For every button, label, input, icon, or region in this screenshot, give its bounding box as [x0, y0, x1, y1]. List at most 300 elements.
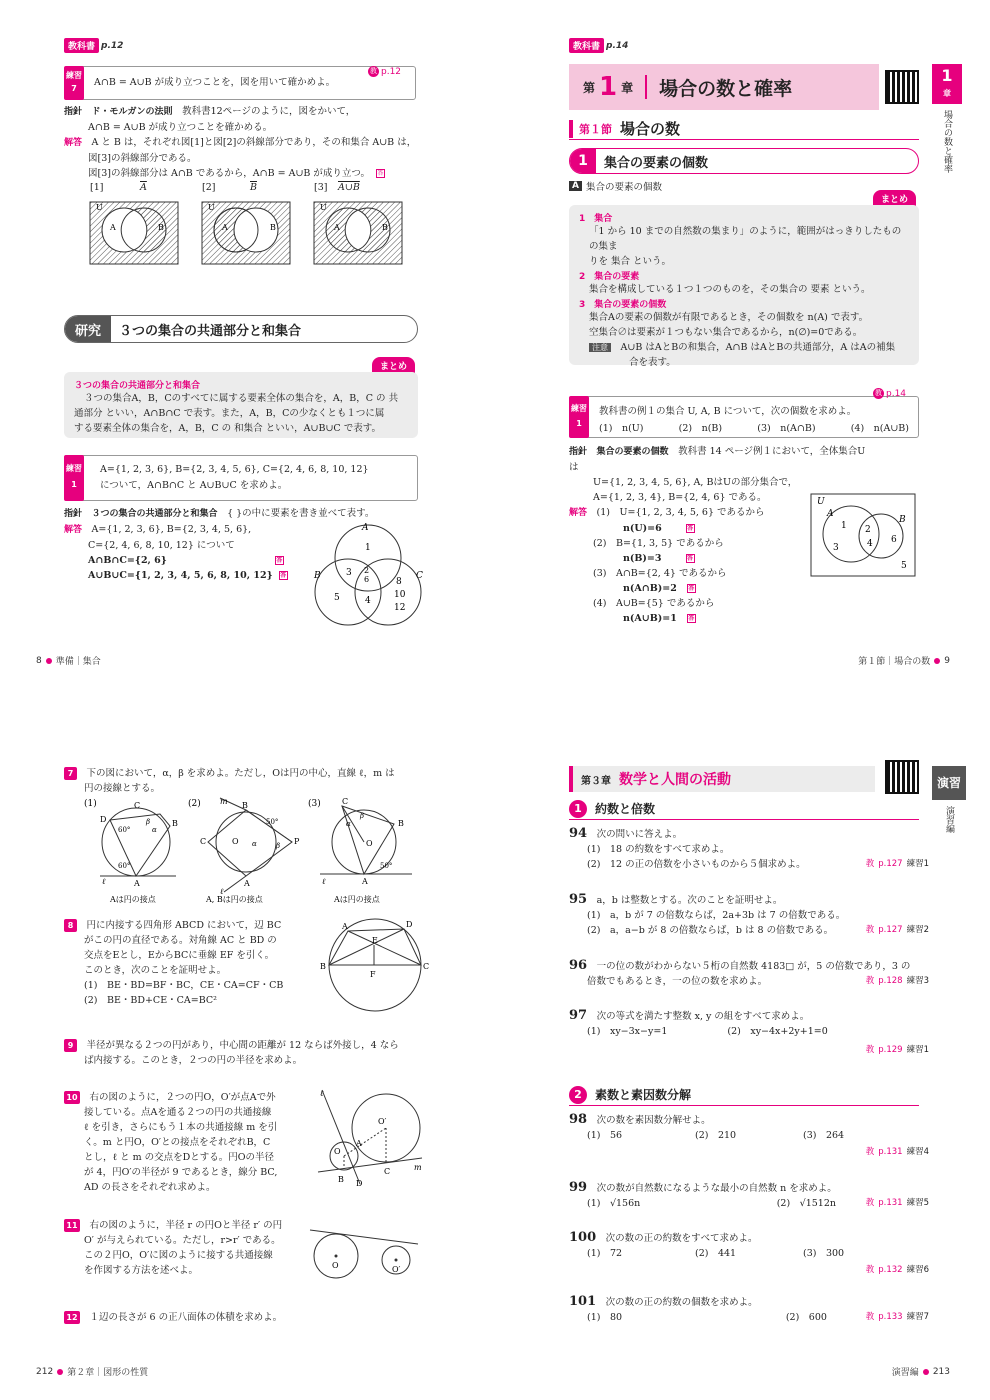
research-title: ３つの集合の共通部分と和集合: [119, 323, 302, 339]
venn-A: A: [827, 509, 834, 519]
ref-page: p.12: [381, 66, 402, 77]
problem-101: [569, 1294, 929, 1325]
ref-line: [866, 974, 929, 989]
m1-text-1: 「1 から 10 までの自然数の集まり」のように，範囲がはっきりしたものの集ま: [589, 226, 902, 252]
venn3-B: B: [382, 223, 388, 232]
sub-3: (3) 264: [803, 1130, 845, 1141]
f3-A: A: [362, 877, 368, 886]
chapter-bar: [569, 766, 573, 792]
f2-C: C: [200, 837, 207, 846]
answer-label: 解答: [64, 525, 83, 535]
chapter-label: 第３章: [581, 775, 611, 787]
textbook-icon: 教: [875, 389, 882, 397]
f1-D: D: [100, 815, 107, 824]
problem-number: 7: [64, 767, 77, 780]
header-tab: 教科書: [64, 38, 99, 53]
venn-n6: 6: [891, 535, 897, 545]
side-chapter-number: 1: [941, 66, 953, 85]
problem-number: 95: [569, 892, 588, 907]
research-section-header: [64, 315, 418, 343]
q10-line-4: とし，ℓ と m の交点をDとする。円Oの半径: [84, 1152, 275, 1163]
guide-label: 指針: [64, 509, 83, 519]
problem-text: 次の数を素因数分解せよ。: [596, 1115, 711, 1126]
section-1-title: 約数と倍数: [595, 802, 656, 816]
venn-n12: 12: [394, 603, 406, 613]
section-1-header: [569, 798, 919, 820]
footer-dot-icon: [923, 1369, 929, 1375]
textbook-ref-icon: 教: [865, 1147, 875, 1157]
f10-O2: O′: [378, 1117, 387, 1126]
problem-number: 12: [64, 1311, 80, 1324]
f1-alpha: α: [152, 826, 157, 834]
chapter-banner: [569, 766, 875, 792]
ref-line: [866, 857, 929, 872]
answer-k4b: n(A∪B)=1: [623, 613, 677, 624]
venn-n6: 6: [364, 575, 370, 584]
f10-B: B: [338, 1175, 344, 1184]
page-number: 213: [932, 1366, 950, 1377]
chapter-banner: [569, 64, 879, 110]
subsection-title: 集合の要素の個数: [604, 155, 709, 171]
summary-tab: まとめ: [873, 190, 916, 207]
problem-9: [64, 1038, 424, 1068]
f2-50: 50°: [266, 818, 279, 826]
venn3-A: A: [334, 223, 340, 232]
sub-1: (1) √156n: [587, 1198, 641, 1209]
f8-B: B: [320, 962, 326, 971]
f2-alpha: α: [252, 840, 257, 848]
ref-ex: 練習1: [906, 859, 929, 869]
section-label: 第１節: [579, 122, 612, 136]
sub-2: (2) 600: [785, 1312, 827, 1323]
venn-n1: 1: [365, 543, 371, 553]
guide-title: ３つの集合の共通部分と和集合: [91, 509, 218, 519]
problem-7-figures: [80, 796, 420, 910]
f2-l: ℓ: [220, 887, 224, 896]
answer-mark-icon: 答: [686, 555, 693, 562]
sub-1: (1) 18 の約数をすべて求めよ。: [587, 844, 730, 855]
guide-label: 指針: [64, 107, 83, 117]
footer-dot-icon: [57, 1369, 63, 1375]
textbook-ref-icon: 教: [865, 976, 875, 986]
f10-D: D: [356, 1179, 363, 1188]
sub-1: (1) a，b が 7 の倍数ならば，2a+3b は 7 の倍数である。: [587, 910, 846, 921]
opt-3: (3) n(A∩B): [757, 423, 816, 434]
side-chapter-title: 場合の数と確率: [942, 110, 952, 173]
f3-C: C: [342, 797, 349, 806]
exercise-1-badge: 練習 1: [64, 455, 84, 501]
m2-title: 2 集合の要素: [579, 272, 640, 282]
f8-E: E: [372, 936, 378, 945]
f3-50: 50°: [380, 862, 393, 870]
footer-text: 準備｜集合: [55, 657, 101, 667]
q10-line-6: AD の長さをそれぞれ求めよ。: [84, 1182, 216, 1193]
f2-A: A: [244, 879, 250, 888]
section-title: 場合の数: [620, 120, 681, 138]
ref-line: [866, 1196, 929, 1211]
fig-label-1: [1]: [90, 182, 104, 193]
ref-ex: 練習1: [906, 1045, 929, 1055]
footer-text: 演習編: [891, 1368, 919, 1378]
qr-code-icon[interactable]: [885, 70, 919, 104]
problem-95: [569, 892, 929, 938]
venn-n4: 4: [867, 539, 873, 549]
summary-title: ３つの集合の共通部分と和集合: [74, 381, 201, 391]
problem-99: [569, 1180, 929, 1211]
problem-10-figure: [316, 1086, 426, 1192]
f3-beta: β: [360, 812, 365, 820]
ref-page: p.14: [886, 388, 907, 399]
three-set-venn: [310, 520, 430, 632]
problem-text: 次の数の正の約数の個数を求めよ。: [605, 1297, 758, 1308]
ref-ex: 練習2: [906, 925, 929, 935]
figure-1: [100, 801, 178, 904]
problem-number: 94: [569, 826, 588, 841]
guide-title: 集合の要素の個数: [596, 447, 669, 457]
figure-3: [320, 797, 412, 904]
chapter-title: 場合の数と確率: [659, 77, 793, 100]
guide-text: { }の中に要素を書き並べて表す。: [227, 508, 375, 519]
page-9: [495, 0, 990, 690]
problem-number: 96: [569, 958, 588, 973]
answer-k2b: n(B)=3: [623, 553, 662, 564]
ref-line: [866, 1310, 929, 1325]
venn-n4: 4: [365, 596, 371, 606]
guide-text: 教科書 14 ページ例１において，全体集合Uは: [569, 446, 866, 473]
answer-mark-icon: 答: [687, 525, 694, 532]
f10-l: ℓ: [320, 1089, 324, 1098]
f8-D: D: [406, 920, 413, 929]
exercise-7-ref: [368, 66, 401, 77]
guide-title: ド・モルガンの法則: [91, 107, 173, 117]
figure-2: [200, 797, 300, 904]
q9-line-1: 半径が異なる２つの円があり，中心間の距離が 12 ならば外接し，4 なら: [86, 1040, 399, 1051]
textbook-ref-icon: 教: [865, 1045, 875, 1055]
page-footer: [36, 654, 101, 667]
page-footer: [36, 1365, 148, 1378]
f8-A: A: [342, 922, 348, 931]
ref-line: [866, 923, 929, 938]
q11-line-1: O′ が与えられている。ただし，r>r′ である。: [84, 1235, 281, 1246]
problem-96: [569, 958, 929, 989]
fig3-caption: Aは円の接点: [334, 895, 380, 904]
venn-U: U: [817, 497, 825, 507]
qr-code-icon[interactable]: [885, 760, 919, 794]
problem-number: 10: [64, 1091, 80, 1104]
answer-label: 解答: [569, 508, 588, 518]
sub-2: (2) 441: [695, 1248, 737, 1259]
ref-page: p.129: [878, 1045, 903, 1055]
problem-text-2: 倍数でもあるとき，一の位の数を求めよ。: [587, 976, 768, 987]
venn-n8: 8: [396, 577, 402, 587]
q10-line-0: 右の図のように，２つの円O，O′が点Aで外: [89, 1092, 276, 1103]
exercise-side-tab: 演習: [932, 766, 966, 800]
ref-ex: 練習6: [906, 1265, 929, 1275]
opt-4: (4) n(A∪B): [850, 423, 909, 434]
ref-page: p.131: [878, 1147, 903, 1157]
sub-2: (2) 210: [695, 1130, 737, 1141]
page-number: 212: [36, 1366, 54, 1377]
sub-2: (2) √1512n: [776, 1198, 837, 1209]
header-page: p.12: [101, 40, 124, 51]
problem-8-figure: [320, 915, 430, 1015]
fig-label-3: (3): [308, 799, 321, 809]
f1-60b: 60°: [118, 862, 131, 870]
page-number: 8: [36, 655, 42, 666]
venn-C: C: [416, 571, 423, 581]
answer-mark-icon: 答: [280, 572, 287, 579]
textbook-ref-icon: 教: [865, 859, 875, 869]
q11-line-0: 右の図のように，半径 r の円Oと半径 r′ の円: [89, 1220, 283, 1231]
guide-text-2: A∩B = A∪B が成り立つことを確かめる。: [88, 122, 273, 133]
page-213: [495, 710, 990, 1400]
guide-text: 教科書12ページのように，図をかいて，: [182, 106, 356, 117]
summary-line-1: ３つの集合A，B，Cのすべてに属する要素全体の集合を，A，B，C の 共: [84, 393, 399, 404]
f2-m: m: [220, 797, 228, 806]
f1-beta: β: [146, 818, 151, 826]
venn2-A: A: [222, 223, 228, 232]
venn-B: B: [899, 515, 906, 525]
footer-text: 第２章｜図形の性質: [67, 1368, 149, 1378]
f1-B: B: [172, 819, 178, 828]
problem-text: 次の数の正の約数をすべて求めよ。: [605, 1233, 758, 1244]
problem-number: 9: [64, 1039, 77, 1052]
textbook-ref-header: [64, 38, 123, 53]
f1-A: A: [134, 879, 140, 888]
fig-label-2: [2]: [202, 182, 216, 193]
f11-O: O: [332, 1261, 339, 1270]
f10-A: A: [356, 1139, 362, 1148]
f2-B: B: [242, 801, 248, 810]
set-venn-diagram: [809, 490, 919, 580]
ref-page: p.128: [878, 976, 903, 986]
q8-line-5: (2) BE・BD+CE・CA=BC²: [84, 995, 217, 1006]
page-footer: [858, 654, 950, 667]
answer-k4: (4) A∪B={5} であるから: [593, 598, 715, 609]
answer-mark-icon: 答: [688, 585, 695, 592]
answer-k1b: n(U)=6: [623, 523, 662, 534]
problem-number: 100: [569, 1230, 597, 1245]
page-number: 9: [944, 655, 950, 666]
venn-n2: 2: [364, 566, 370, 575]
chapter-label-pre: 第: [583, 80, 596, 95]
m2-text: 集合を構成している１つ１つのものを，その集合の 要素 という。: [589, 284, 871, 295]
guide-2: U={1, 2, 3, 4, 5, 6}, A, BはUの部分集合で，: [593, 477, 798, 488]
exercise-1-line-1: 教科書の例１の集合 U, A, B について，次の個数を求めよ。: [599, 406, 857, 417]
sub-1: (1) 56: [587, 1130, 623, 1141]
f3-O: O: [366, 839, 373, 848]
fig1-caption: Aは円の接点: [110, 895, 156, 904]
problem-10: [64, 1090, 314, 1195]
q8-line-2: 交点をEとし，EからBCに垂線 EF を引く。: [84, 950, 275, 961]
problem-number: 11: [64, 1219, 80, 1232]
problem-text: 次の問いに答えよ。: [596, 829, 683, 840]
f1-C: C: [134, 801, 141, 810]
problem-text: a，b は整数とする。次のことを証明せよ。: [596, 895, 783, 906]
venn-n1: 1: [841, 521, 847, 531]
ref-page: p.127: [878, 925, 903, 935]
summary-box: [569, 205, 919, 368]
section-header: [569, 118, 919, 140]
exercise-7-guide: [64, 104, 424, 181]
footer-text: 第１節｜場合の数: [858, 657, 931, 667]
ref-page: p.133: [878, 1312, 903, 1322]
side-title: 演習編: [944, 806, 954, 833]
textbook-ref-icon: 教: [865, 925, 875, 935]
page-8: [0, 0, 495, 690]
venn-1: [90, 202, 178, 264]
f1-l: ℓ: [102, 877, 106, 886]
q8-line-0: 円に内接する四角形 ABCD において，辺 BC: [86, 920, 282, 931]
chapter-divider: [645, 75, 647, 99]
section-bar: [569, 120, 573, 138]
q9-line-2: ば内接する。このとき，２つの円の半径を求めよ。: [84, 1055, 303, 1066]
answer-l2: C={2, 4, 6, 8, 10, 12} について: [88, 540, 235, 551]
venn1-A: A: [110, 223, 116, 232]
fig-label-A: $\overline{A}$: [140, 182, 147, 193]
f3-B: B: [398, 819, 404, 828]
note-label: 注意: [589, 343, 611, 352]
answer-1: A と B は，それぞれ図[1]と図[2]の斜線部分であり，その和集合 A∪B は，: [91, 137, 417, 148]
f1-60a: 60°: [118, 826, 131, 834]
topic-a-tag: A: [569, 181, 582, 191]
footer-dot-icon: [934, 658, 940, 664]
f11-O2: O′: [392, 1265, 401, 1274]
section-2-title: 素数と素因数分解: [595, 1088, 692, 1102]
answer-mark-icon: 答: [688, 615, 695, 622]
summary-box: [64, 372, 418, 438]
ref-page: p.132: [878, 1265, 903, 1275]
m1-title: 1 集合: [579, 214, 613, 224]
venn1-U: U: [96, 203, 103, 212]
f10-O: O: [334, 1147, 341, 1156]
problem-7-line-2: 円の接線とする。: [84, 783, 161, 794]
problem-7-line-1: 下の図において，α，β を求めよ。ただし，Oは円の中心，直線 ℓ，m は: [86, 768, 395, 779]
venn3-U: U: [320, 203, 327, 212]
complement-venn-diagrams: [88, 194, 418, 266]
section-2-header: [569, 1084, 919, 1106]
note-text-2: 合を表す。: [629, 357, 676, 368]
exercise-1-ref: [873, 388, 906, 399]
fig-label-2: (2): [188, 799, 201, 809]
answer-l3: A∩B∩C={2, 6}: [88, 555, 167, 566]
problem-97: [569, 1008, 929, 1058]
topic-a-title: 集合の要素の個数: [585, 182, 662, 193]
sub-2: (2) a，a−b が 8 の倍数ならば，b は 8 の倍数である。: [587, 925, 834, 936]
summary-line-3: する要素全体の集合を，A，B，C の 和集合 といい，A∪B∪C で表す。: [74, 423, 381, 434]
exercise-1-line-2: について，A∩B∩C と A∪B∪C を求めよ。: [100, 480, 288, 491]
ref-line: [569, 1145, 929, 1160]
venn-n2: 2: [865, 525, 871, 535]
chapter-side-tab: [932, 64, 962, 104]
textbook-ref-icon: 教: [865, 1312, 875, 1322]
answer-l4: A∪B∪C={1, 2, 3, 4, 5, 6, 8, 10, 12}: [88, 570, 273, 581]
research-tag: 研究: [65, 316, 111, 342]
answer-mark-icon: 答: [377, 170, 384, 177]
problem-12: [64, 1310, 424, 1325]
venn-n5: 5: [901, 561, 907, 571]
problem-98: [569, 1112, 929, 1160]
sub-1: (1) xy−3x−y=1: [587, 1026, 668, 1037]
venn-n3: 3: [346, 568, 352, 578]
ref-ex: 練習3: [906, 976, 929, 986]
f2-O: O: [232, 837, 239, 846]
problem-11: [64, 1218, 314, 1278]
ref-line: [569, 1263, 929, 1278]
opt-1: (1) n(U): [599, 423, 644, 434]
venn-n5: 5: [334, 593, 340, 603]
topic-a-header: [569, 179, 662, 193]
exercise-1-badge: 練習 1: [569, 396, 589, 438]
q8-line-4: (1) BE・BD=BF・BC，CE・CA=CF・CB: [84, 980, 284, 991]
q11-line-2: この２円O，O′に図のように接する共通接線: [84, 1250, 273, 1261]
summary-line-2: 通部分 といい，A∩B∩C で表す。また，A，B，Cの少なくとも１つに属: [74, 408, 385, 419]
textbook-ref-icon: 教: [865, 1265, 875, 1275]
m3-text-1: 集合Aの要素の個数が有限であるとき，その個数を n(A) で表す。: [589, 312, 869, 323]
page-212: [0, 710, 495, 1400]
textbook-icon: 教: [370, 67, 377, 75]
ref-ex: 練習5: [906, 1198, 929, 1208]
fig-label-3: [3]: [314, 182, 328, 193]
q10-line-3: く。m と円O，O′との接点をそれぞれB，C: [84, 1137, 271, 1148]
fig2-caption: A, Bは円の接点: [206, 895, 263, 904]
answer-k3: (3) A∩B={2, 4} であるから: [593, 568, 727, 579]
venn-2: [202, 202, 290, 264]
fig-label-1: (1): [84, 799, 97, 809]
answer-k3b: n(A∩B)=2: [623, 583, 677, 594]
problem-number: 97: [569, 1008, 588, 1023]
problem-number: 98: [569, 1112, 588, 1127]
exercise-1-line-1: A={1, 2, 3, 6}, B={2, 3, 4, 5, 6}, C={2, 4, 6, 8, 10, 12}: [100, 464, 369, 475]
answer-2: 図[3]の斜線部分である。: [88, 153, 197, 164]
fig-label-AuB: A∪B: [338, 182, 360, 193]
answer-l1: A={1, 2, 3, 6}, B={2, 3, 4, 5, 6},: [91, 524, 252, 535]
page-footer: [892, 1365, 950, 1378]
q11-line-3: を作図する方法を述べよ。: [84, 1265, 199, 1276]
f10-m: m: [414, 1163, 422, 1172]
problem-number: 99: [569, 1180, 588, 1195]
answer-label: 解答: [64, 138, 83, 148]
section-2-number: 2: [569, 1086, 587, 1104]
ref-ex: 練習7: [906, 1312, 929, 1322]
ref-page: p.127: [878, 859, 903, 869]
sub-2: (2) xy−4x+2y+1=0: [727, 1026, 828, 1037]
f10-C: C: [384, 1167, 391, 1176]
q8-line-3: このとき，次のことを証明せよ。: [84, 965, 227, 976]
problem-text: 一の位の数がわからない５桁の自然数 4183□ が，5 の倍数であり，3 の: [596, 961, 911, 972]
header-tab: 教科書: [569, 38, 604, 53]
textbook-ref-icon: 教: [865, 1198, 875, 1208]
q10-line-5: が 4，円O′の半径が 9 であるとき，線分 BC,: [84, 1167, 278, 1178]
sub-1: (1) 80: [587, 1312, 623, 1323]
q10-line-1: 接している。点Aを通る２つの円の共通接線: [84, 1107, 272, 1118]
sub-1: (1) 72: [587, 1248, 623, 1259]
venn-n10: 10: [394, 590, 406, 600]
venn2-B: B: [270, 223, 276, 232]
ref-ex: 練習4: [906, 1147, 929, 1157]
sub-3: (3) 300: [803, 1248, 845, 1259]
subsection-header: [569, 148, 919, 174]
q10-line-2: ℓ を引き，さらにもう１本の共通接線 m を引: [84, 1122, 278, 1133]
venn2-U: U: [208, 203, 215, 212]
m3-title: 3 集合の要素の個数: [579, 300, 667, 310]
venn-B: B: [314, 571, 321, 581]
exercise-1-options: [599, 421, 909, 436]
chapter-title: 数学と人間の活動: [619, 772, 731, 788]
f2-P: P: [294, 837, 300, 846]
problem-7: [64, 766, 424, 796]
chapter-label-post: 章: [621, 80, 634, 95]
